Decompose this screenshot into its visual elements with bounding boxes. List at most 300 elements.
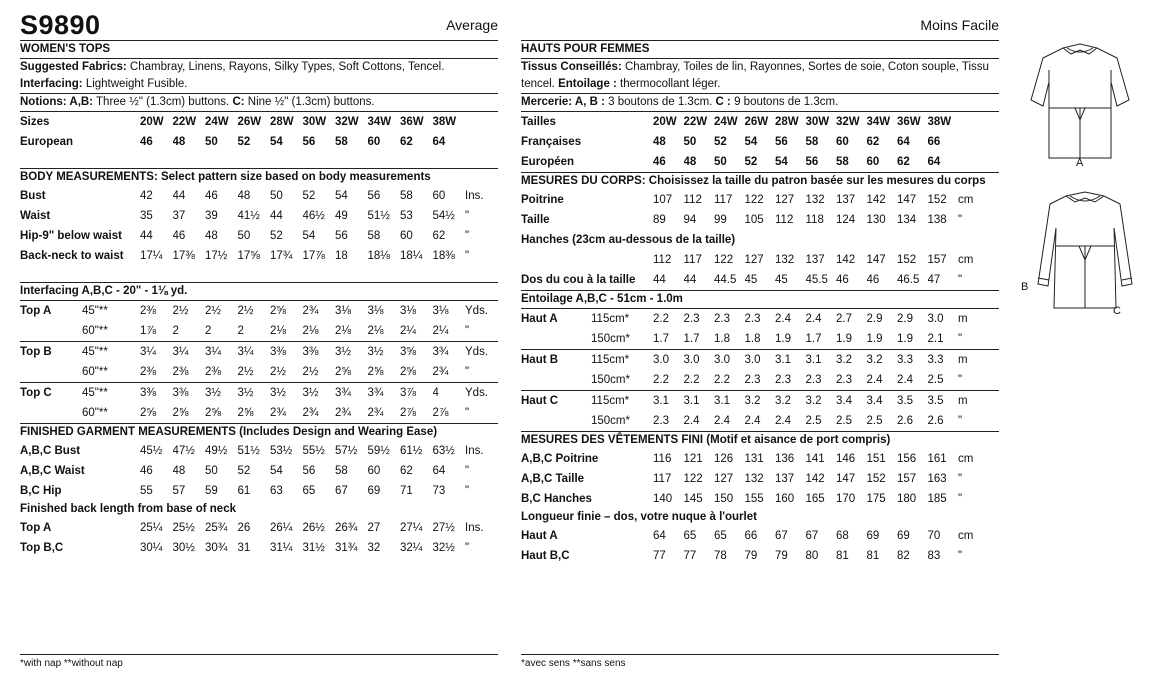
table-cell: 17⅜ <box>172 250 195 262</box>
yardage-row <box>521 309 999 329</box>
body-measurement-row-fr <box>521 190 999 210</box>
table-cell: 137 <box>805 254 825 266</box>
table-cell: 127 <box>744 254 764 266</box>
table-cell: 163 <box>927 473 947 485</box>
unit-cell <box>958 132 999 152</box>
table-cell: 2⅝ <box>367 366 384 378</box>
table-cell: 117 <box>653 473 672 485</box>
table-cell: 180 <box>897 493 917 505</box>
table-cell: 52 <box>237 465 251 477</box>
table-cell: 17¾ <box>270 250 293 262</box>
table-cell: 2⅝ <box>205 407 221 419</box>
table-cell: 47 <box>927 274 941 286</box>
table-cell: 2.6 <box>927 415 944 427</box>
table-cell: 3.2 <box>805 395 822 407</box>
table-cell: 2⅛ <box>367 325 384 337</box>
table-cell: 3½ <box>335 346 351 358</box>
table-cell: 3.1 <box>805 354 822 366</box>
table-cell: 2⅝ <box>335 366 351 378</box>
table-cell: 55½ <box>302 445 325 457</box>
table-cell: 1.9 <box>866 333 883 345</box>
table-cell: 112 <box>683 194 702 206</box>
table-cell: 3.2 <box>866 354 883 366</box>
table-cell: 58 <box>805 136 819 148</box>
yardage-row <box>521 329 999 349</box>
table-cell: 2¾ <box>270 407 286 419</box>
table-cell: 54 <box>270 465 283 477</box>
table-cell: 2 <box>205 325 212 337</box>
table-cell: 26½ <box>302 522 325 534</box>
table-cell: 161 <box>927 453 947 465</box>
table-cell: 60 <box>432 190 446 202</box>
table-cell: 36W <box>400 116 424 128</box>
european-sizes-row-fr <box>521 152 999 172</box>
table-cell: 64 <box>653 530 666 542</box>
table-cell: 81 <box>866 550 880 562</box>
table-cell: 121 <box>683 453 703 465</box>
table-cell: 146 <box>836 453 856 465</box>
table-cell: 31¼ <box>270 542 293 554</box>
table-cell: 2¾ <box>335 407 351 419</box>
section-title-fr: HAUTS POUR FEMMES <box>521 43 650 55</box>
footnote-en: *with nap **without nap <box>20 658 123 669</box>
table-cell: 132 <box>744 473 764 485</box>
unit-cell: " <box>958 274 963 286</box>
row-label: Hip-9" below waist <box>20 230 122 242</box>
yardage-row <box>521 370 999 390</box>
table-cell: 17¼ <box>140 250 163 262</box>
table-cell: 3⅜ <box>172 387 189 399</box>
table-cell: 3.1 <box>653 395 669 407</box>
table-cell: 30W <box>302 116 327 128</box>
table-cell: 145 <box>683 493 703 505</box>
fabrics-text-fr: Tissus Conseillés: Chambray, Toiles de lin, Rayonnes, Sortes de soie, Coton souple, Tissu tencel. Entoilage : thermocollant léger. <box>521 61 989 90</box>
table-cell: 22W <box>172 116 197 128</box>
table-cell: 20W <box>140 116 164 128</box>
table-cell: 58 <box>335 465 348 477</box>
yardage-table <box>20 383 498 423</box>
unit-cell: m <box>958 395 968 407</box>
sizes-table-fr <box>521 112 999 172</box>
yardage-row <box>20 321 498 341</box>
row-label: Tailles <box>521 116 556 128</box>
table-cell: 3⅛ <box>400 305 416 317</box>
table-cell: 50 <box>205 465 218 477</box>
table-cell: 99 <box>714 214 727 226</box>
table-cell: 45 <box>744 274 758 286</box>
table-cell: 45½ <box>140 445 163 457</box>
table-cell: 26¾ <box>335 522 358 534</box>
table-cell: 66 <box>744 530 758 542</box>
table-cell: 3.1 <box>775 354 791 366</box>
interfacing-yardage-title: Interfacing A,B,C - 20" - 1⅛ yd. <box>20 285 188 297</box>
table-cell: 79 <box>744 550 758 562</box>
table-cell: 64 <box>432 136 446 148</box>
table-cell: 156 <box>897 453 917 465</box>
table-cell: 3.0 <box>653 354 669 366</box>
table-cell: 3.2 <box>836 354 852 366</box>
table-cell: 132 <box>775 254 795 266</box>
row-label: Haut A <box>521 313 558 325</box>
french-sizes-row <box>521 132 999 152</box>
back-measurement-row-fr <box>521 270 999 290</box>
table-cell: 2.3 <box>683 313 700 325</box>
table-cell: 105 <box>744 214 764 226</box>
table-cell: 147 <box>866 254 886 266</box>
unit-cell: Yds. <box>465 387 489 399</box>
english-column <box>20 10 498 558</box>
table-cell: 122 <box>683 473 703 485</box>
unit-cell: " <box>465 485 470 497</box>
table-cell: 127 <box>714 473 734 485</box>
table-cell: 70 <box>927 530 941 542</box>
view-c-label: C <box>1113 305 1121 317</box>
table-cell: 65 <box>683 530 697 542</box>
table-cell: 45 <box>775 274 788 286</box>
table-cell: 80 <box>805 550 819 562</box>
table-cell: 2⅛ <box>302 325 319 337</box>
table-cell: 138 <box>927 214 947 226</box>
table-cell: 18⅛ <box>367 250 390 262</box>
table-cell: 2¼ <box>400 325 416 337</box>
table-cell: 58 <box>836 156 849 168</box>
table-cell: 1.7 <box>805 333 822 345</box>
unit-cell: Yds. <box>465 346 489 358</box>
yardage-table <box>521 309 999 349</box>
row-sublabel: 150cm* <box>591 415 630 427</box>
unit-cell: " <box>465 407 470 419</box>
table-cell: 48 <box>172 465 186 477</box>
table-cell: 27½ <box>432 522 455 534</box>
row-sublabel: 60"** <box>82 407 108 419</box>
row-label: Bust <box>20 190 46 202</box>
pattern-number <box>20 10 498 40</box>
back-length-row-fr <box>521 546 999 566</box>
table-cell: 2⅝ <box>140 407 156 419</box>
table-cell: 2.3 <box>653 415 669 427</box>
table-cell: 1.9 <box>897 333 913 345</box>
table-cell: 32½ <box>432 542 455 554</box>
table-cell: 20W <box>653 116 677 128</box>
table-cell: 157 <box>897 473 917 485</box>
table-cell: 46 <box>836 274 849 286</box>
interfacing-yardage-title-fr: Entoilage A,B,C - 51cm - 1.0m <box>521 293 683 305</box>
table-cell: 44 <box>653 274 666 286</box>
table-cell: 62 <box>400 465 413 477</box>
unit-cell: " <box>465 465 470 477</box>
table-cell: 2.9 <box>866 313 883 325</box>
table-cell: 31 <box>237 542 251 554</box>
table-cell: 122 <box>714 254 734 266</box>
finished-measurement-row <box>20 441 498 461</box>
table-cell: 67 <box>775 530 788 542</box>
table-cell: 56 <box>302 136 316 148</box>
row-sublabel: 150cm* <box>591 333 630 345</box>
table-cell: 46½ <box>302 210 325 222</box>
table-cell: 117 <box>714 194 733 206</box>
table-cell: 83 <box>927 550 941 562</box>
table-cell: 17½ <box>205 250 228 262</box>
table-cell: 68 <box>836 530 849 542</box>
table-cell: 3⅞ <box>400 387 416 399</box>
table-cell: 137 <box>836 194 856 206</box>
table-cell: 54½ <box>432 210 455 222</box>
table-cell: 78 <box>714 550 727 562</box>
table-cell: 3.4 <box>866 395 883 407</box>
table-cell: 60 <box>367 136 381 148</box>
row-sublabel: 60"** <box>82 325 108 337</box>
table-cell: 56 <box>775 136 788 148</box>
table-cell: 2.4 <box>866 374 883 386</box>
unit-cell: " <box>465 366 470 378</box>
fabrics-text: Suggested Fabrics: Chambray, Linens, Rayons, Silky Types, Soft Cottons, Tencel. <box>20 61 445 73</box>
table-cell: 2.1 <box>927 333 944 345</box>
row-label: Haut B <box>521 354 559 366</box>
unit-cell: " <box>958 374 963 386</box>
view-b-label: B <box>1021 281 1029 293</box>
table-cell: 3⅛ <box>367 305 384 317</box>
table-cell: 1⅞ <box>140 325 156 337</box>
table-cell: 31¾ <box>335 542 358 554</box>
table-cell: 160 <box>775 493 795 505</box>
body-measurements-table <box>20 186 498 266</box>
table-cell: 46 <box>653 156 666 168</box>
unit-cell <box>958 152 999 172</box>
unit-cell: " <box>958 493 963 505</box>
yardage-row <box>20 383 498 403</box>
table-cell: 3¼ <box>205 346 221 358</box>
unit-cell: " <box>465 325 470 337</box>
unit-cell: Ins. <box>465 445 484 457</box>
table-cell: 61½ <box>400 445 423 457</box>
table-cell: 2⅜ <box>140 305 156 317</box>
back-length-title-fr: Longueur finie – dos, votre nuque à l'ourlet <box>521 511 757 523</box>
table-cell: 2 <box>237 325 244 337</box>
row-label: Dos du cou à la taille <box>521 274 636 286</box>
back-length-table <box>20 518 498 558</box>
yardage-table <box>20 342 498 382</box>
back-length-title: Finished back length from base of neck <box>20 503 236 515</box>
section-title: WOMEN'S TOPS <box>20 43 111 55</box>
unit-cell: Ins. <box>465 522 484 534</box>
table-cell: 73 <box>432 485 446 497</box>
table-cell: 46 <box>172 230 186 242</box>
table-cell: 28W <box>775 116 799 128</box>
table-cell: 2.2 <box>683 374 700 386</box>
table-cell: 2 <box>172 325 179 337</box>
table-cell: 116 <box>653 453 672 465</box>
table-cell: 2⅛ <box>335 325 351 337</box>
table-cell: 46 <box>140 465 153 477</box>
table-cell: 58 <box>367 230 381 242</box>
yardage-tables <box>20 301 498 424</box>
row-label: Haut C <box>521 395 559 407</box>
table-cell: 3½ <box>302 387 319 399</box>
table-cell: 2.7 <box>836 313 852 325</box>
body-measurement-row <box>20 246 498 266</box>
table-cell: 2⅝ <box>237 407 254 419</box>
yardage-row <box>521 391 999 411</box>
table-cell: 67 <box>805 530 819 542</box>
table-cell: 56 <box>805 156 819 168</box>
table-cell: 3.0 <box>744 354 761 366</box>
table-cell: 46 <box>205 190 218 202</box>
unit-cell: " <box>958 473 963 485</box>
table-cell: 3¼ <box>237 346 254 358</box>
back-length-row-fr <box>521 526 999 546</box>
table-cell: 3.0 <box>714 354 730 366</box>
table-cell: 3½ <box>270 387 286 399</box>
table-cell: 18⅜ <box>432 250 455 262</box>
table-cell: 2⅞ <box>400 407 416 419</box>
table-cell: 34W <box>367 116 392 128</box>
table-cell: 53½ <box>270 445 293 457</box>
table-row <box>521 230 999 250</box>
table-cell: 46.5 <box>897 274 920 286</box>
table-cell: 30W <box>805 116 830 128</box>
table-cell: 2.4 <box>775 415 791 427</box>
table-cell: 54 <box>775 156 788 168</box>
table-cell: 46 <box>866 274 880 286</box>
yardage-row <box>20 403 498 423</box>
blouse-back-view-a-drawing <box>1025 40 1135 175</box>
row-label: Taille <box>521 214 550 226</box>
table-cell: 64 <box>897 136 910 148</box>
table-cell: 2½ <box>237 366 254 378</box>
yardage-table <box>521 350 999 390</box>
table-cell: 30½ <box>172 542 195 554</box>
table-cell: 3½ <box>237 387 254 399</box>
row-sublabel: 115cm* <box>591 313 630 325</box>
table-cell: 60 <box>866 156 880 168</box>
table-cell: 27 <box>367 522 381 534</box>
table-cell: 42 <box>140 190 153 202</box>
row-sublabel: 45"** <box>82 387 108 399</box>
body-measurement-row <box>20 226 498 246</box>
unit-cell: " <box>465 230 470 242</box>
table-cell: 30¼ <box>140 542 163 554</box>
view-a-label: A <box>1076 157 1084 169</box>
yardage-row <box>20 362 498 382</box>
unit-cell: " <box>465 210 470 222</box>
row-sublabel: 45"** <box>82 346 108 358</box>
table-cell: 2.9 <box>897 313 913 325</box>
table-cell: 44.5 <box>714 274 737 286</box>
pattern-number-fr <box>521 10 999 40</box>
table-cell: 62 <box>866 136 880 148</box>
table-cell: 147 <box>836 473 856 485</box>
unit-cell: cm <box>958 194 974 206</box>
table-cell: 54 <box>302 230 316 242</box>
table-cell: 2.2 <box>653 313 669 325</box>
table-cell: 3¾ <box>335 387 351 399</box>
table-cell: 122 <box>744 194 764 206</box>
interfacing-text: Interfacing: Lightweight Fusible. <box>20 78 188 90</box>
table-cell: 134 <box>897 214 917 226</box>
table-cell: 18¼ <box>400 250 423 262</box>
table-cell: 63 <box>270 485 283 497</box>
body-measurement-row <box>20 186 498 206</box>
row-label: Haut B,C <box>521 550 570 562</box>
row-label: A,B,C Poitrine <box>521 453 599 465</box>
table-cell: 56 <box>367 190 381 202</box>
table-cell: 69 <box>367 485 381 497</box>
table-cell: 2.4 <box>805 313 822 325</box>
hip-measurement-row-fr <box>521 250 999 270</box>
table-cell: 49 <box>335 210 348 222</box>
table-cell: 39 <box>205 210 218 222</box>
back-length-row <box>20 538 498 558</box>
body-measurement-row <box>20 206 498 226</box>
table-cell: 46 <box>140 136 153 148</box>
table-cell: 2½ <box>237 305 254 317</box>
table-cell: 142 <box>836 254 856 266</box>
table-cell: 53 <box>400 210 413 222</box>
table-cell: 3¼ <box>140 346 156 358</box>
finished-measurements-title: FINISHED GARMENT MEASUREMENTS (Includes Design and Wearing Ease) <box>20 426 438 438</box>
table-cell: 142 <box>866 194 886 206</box>
table-cell: 48 <box>205 230 218 242</box>
table-cell: 62 <box>400 136 413 148</box>
table-cell: 51½ <box>367 210 390 222</box>
table-cell: 48 <box>172 136 186 148</box>
table-cell: 2¾ <box>302 407 319 419</box>
yardage-table <box>521 391 999 431</box>
table-cell: 2⅛ <box>270 325 286 337</box>
table-cell: 36W <box>897 116 921 128</box>
table-cell: 1.8 <box>714 333 730 345</box>
table-cell: 2.4 <box>683 415 700 427</box>
table-cell: 69 <box>897 530 910 542</box>
table-cell: 2.3 <box>805 374 822 386</box>
table-cell: 140 <box>653 493 673 505</box>
table-cell: 3¾ <box>432 346 449 358</box>
table-cell: 2½ <box>172 305 189 317</box>
table-cell: 3.2 <box>775 395 791 407</box>
table-cell: 2⅜ <box>140 366 156 378</box>
row-sublabel: 115cm* <box>591 395 630 407</box>
table-cell: 107 <box>653 194 673 206</box>
table-cell: 26W <box>744 116 769 128</box>
notions-text: Notions: A,B: Three ½" (1.3cm) buttons. C: Nine ½" (1.3cm) buttons. <box>20 96 375 108</box>
table-cell: 3⅜ <box>302 346 319 358</box>
table-cell: 18 <box>335 250 348 262</box>
finished-measurement-row <box>20 481 498 501</box>
table-cell: 175 <box>866 493 886 505</box>
unit-cell: " <box>958 333 963 345</box>
table-cell: 2.5 <box>927 374 944 386</box>
table-cell: 32 <box>367 542 381 554</box>
european-sizes-row <box>20 132 498 152</box>
table-cell: 127 <box>775 194 795 206</box>
table-cell: 59½ <box>367 445 390 457</box>
table-cell: 151 <box>866 453 886 465</box>
table-cell: 3.1 <box>714 395 730 407</box>
row-label <box>521 329 591 349</box>
table-cell: 81 <box>836 550 849 562</box>
table-cell: 3⅜ <box>140 387 156 399</box>
table-cell: 141 <box>805 453 825 465</box>
table-cell: 69 <box>866 530 880 542</box>
table-cell: 34W <box>866 116 891 128</box>
table-cell: 2¾ <box>367 407 384 419</box>
yardage-row <box>20 342 498 362</box>
row-label <box>521 370 591 390</box>
sizes-row <box>20 112 498 132</box>
table-cell: 2.3 <box>714 313 730 325</box>
table-cell: 3.5 <box>927 395 944 407</box>
table-cell: 150 <box>714 493 734 505</box>
